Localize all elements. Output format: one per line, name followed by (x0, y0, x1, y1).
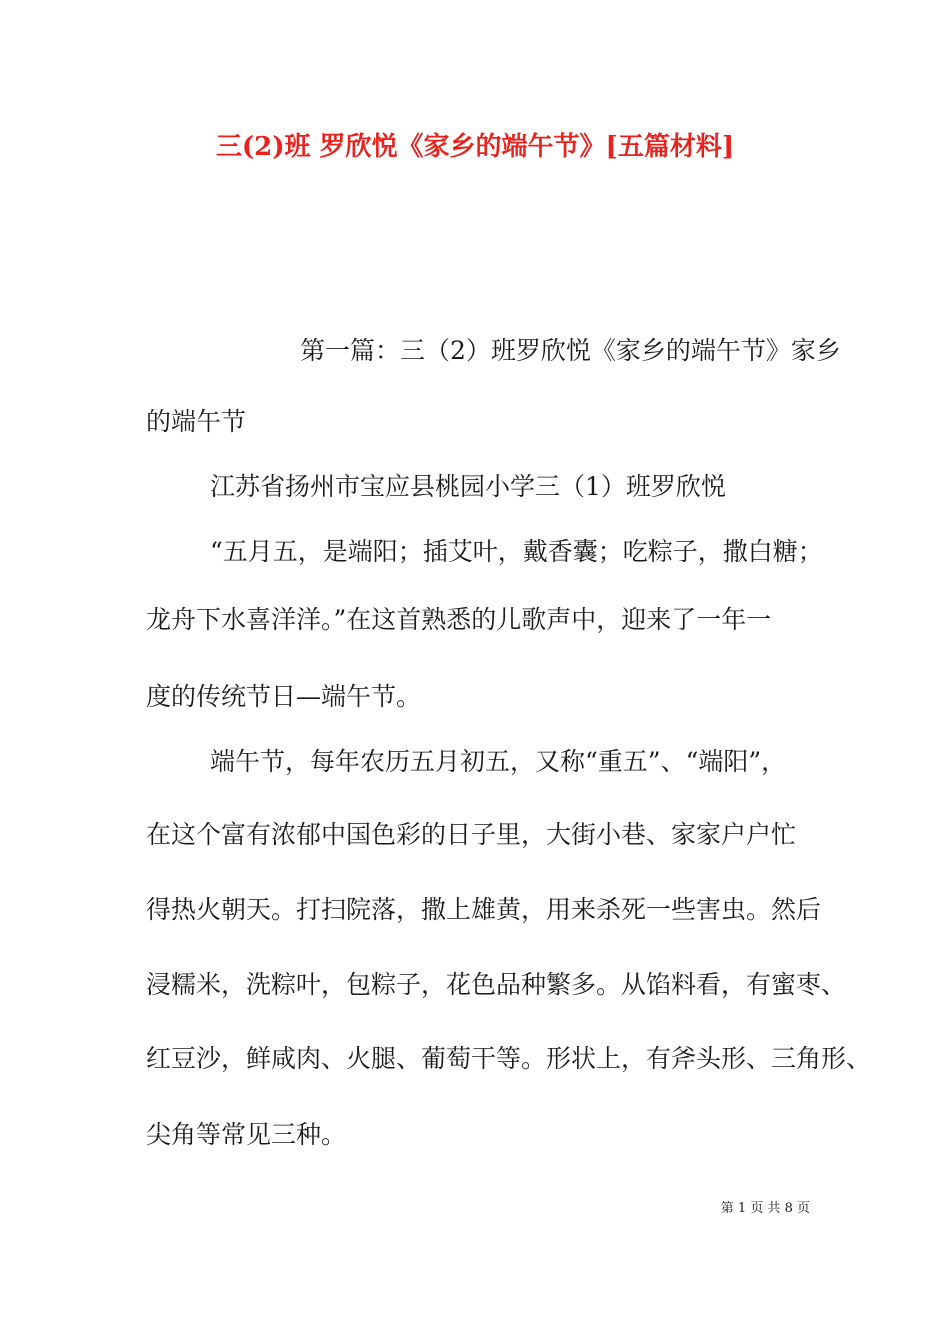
page-number-footer: 第 1 页 共 8 页 (720, 1201, 810, 1216)
paragraph-line: 第一篇：三（2）班罗欣悦《家乡的端午节》家乡 (300, 336, 841, 365)
paragraph-line: 浸糯米，洗粽叶，包粽子，花色品种繁多。从馅料看，有蜜枣、 (146, 970, 847, 999)
paragraph-line: 度的传统节日—端午节。 (146, 682, 422, 711)
paragraph-line: 得热火朝天。打扫院落，撒上雄黄，用来杀死一些害虫。然后 (146, 895, 822, 924)
paragraph-line: 的端午节 (146, 407, 247, 436)
paragraph-line: 江苏省扬州市宝应县桃园小学三（1）班罗欣悦 (210, 472, 726, 501)
paragraph-line: 在这个富有浓郁中国色彩的日子里，大街小巷、家家户户忙 (146, 820, 797, 849)
document-title: 三(2)班 罗欣悦《家乡的端午节》[五篇材料] (215, 132, 735, 162)
paragraph-line: 尖角等常见三种。 (146, 1120, 347, 1149)
paragraph-line: 红豆沙，鲜咸肉、火腿、葡萄干等。形状上，有斧头形、三角形、 (146, 1044, 872, 1073)
paragraph-line: “五月五，是端阳；插艾叶，戴香囊；吃粽子，撒白糖； (210, 537, 823, 566)
paragraph-line: 龙舟下水喜洋洋。”在这首熟悉的儿歌声中，迎来了一年一 (146, 605, 772, 634)
paragraph-line: 端午节，每年农历五月初五，又称“重五”、“端阳”， (210, 747, 787, 776)
